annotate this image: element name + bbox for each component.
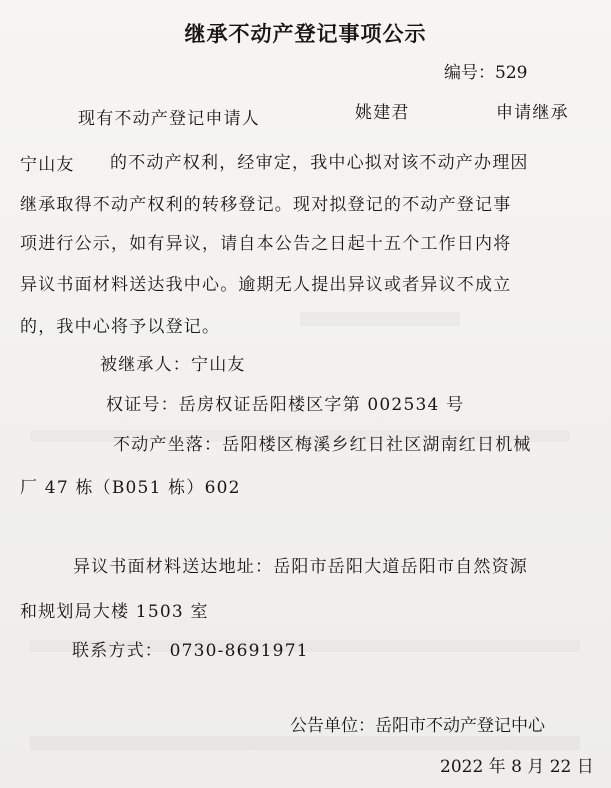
location-line-2: 厂 47 栋（B051 栋）602 <box>20 478 241 498</box>
body-line-1-suffix: 申请继承 <box>496 103 569 123</box>
document-title: 继承不动产登记事项公示 <box>184 22 427 46</box>
bleed-through-decoration <box>300 312 460 326</box>
body-line-5: 异议书面材料送达我中心。逾期无人提出异议或者异议不成立 <box>20 275 512 295</box>
decedent-name-inline: 宁山友 <box>20 155 75 175</box>
body-line-4: 项进行公示，如有异议，请自本公告之日起十五个工作日内将 <box>20 234 512 254</box>
objection-address-line-1: 异议书面材料送达地址：岳阳市岳阳大道岳阳市自然资源 <box>73 557 528 577</box>
number-value: 529 <box>495 63 528 83</box>
location-line-1: 不动产坐落：岳阳楼区梅溪乡红日社区湖南红日机械 <box>113 435 532 455</box>
body-line-1-prefix: 现有不动产登记申请人 <box>78 109 260 129</box>
issuer-line: 公告单位：岳阳市不动产登记中心 <box>290 716 545 736</box>
certificate-line: 权证号：岳房权证岳阳楼区字第 002534 号 <box>106 395 465 415</box>
contact-line: 联系方式： 0730-8691971 <box>72 641 309 661</box>
body-line-2: 的不动产权利，经审定，我中心拟对该不动产办理因 <box>110 153 529 173</box>
bleed-through-decoration <box>30 736 580 750</box>
body-line-3: 继承取得不动产权利的转移登记。现对拟登记的不动产登记事 <box>20 195 512 215</box>
document-number <box>444 58 527 83</box>
body-line-6: 的，我中心将予以登记。 <box>20 317 221 337</box>
objection-address-line-2: 和规划局大楼 1503 室 <box>20 602 209 622</box>
date-line: 2022 年 8 月 22 日 <box>440 757 594 777</box>
heir-line: 被继承人：宁山友 <box>100 355 246 375</box>
number-label: 编号： <box>444 63 495 83</box>
applicant-name: 姚建君 <box>355 103 410 123</box>
